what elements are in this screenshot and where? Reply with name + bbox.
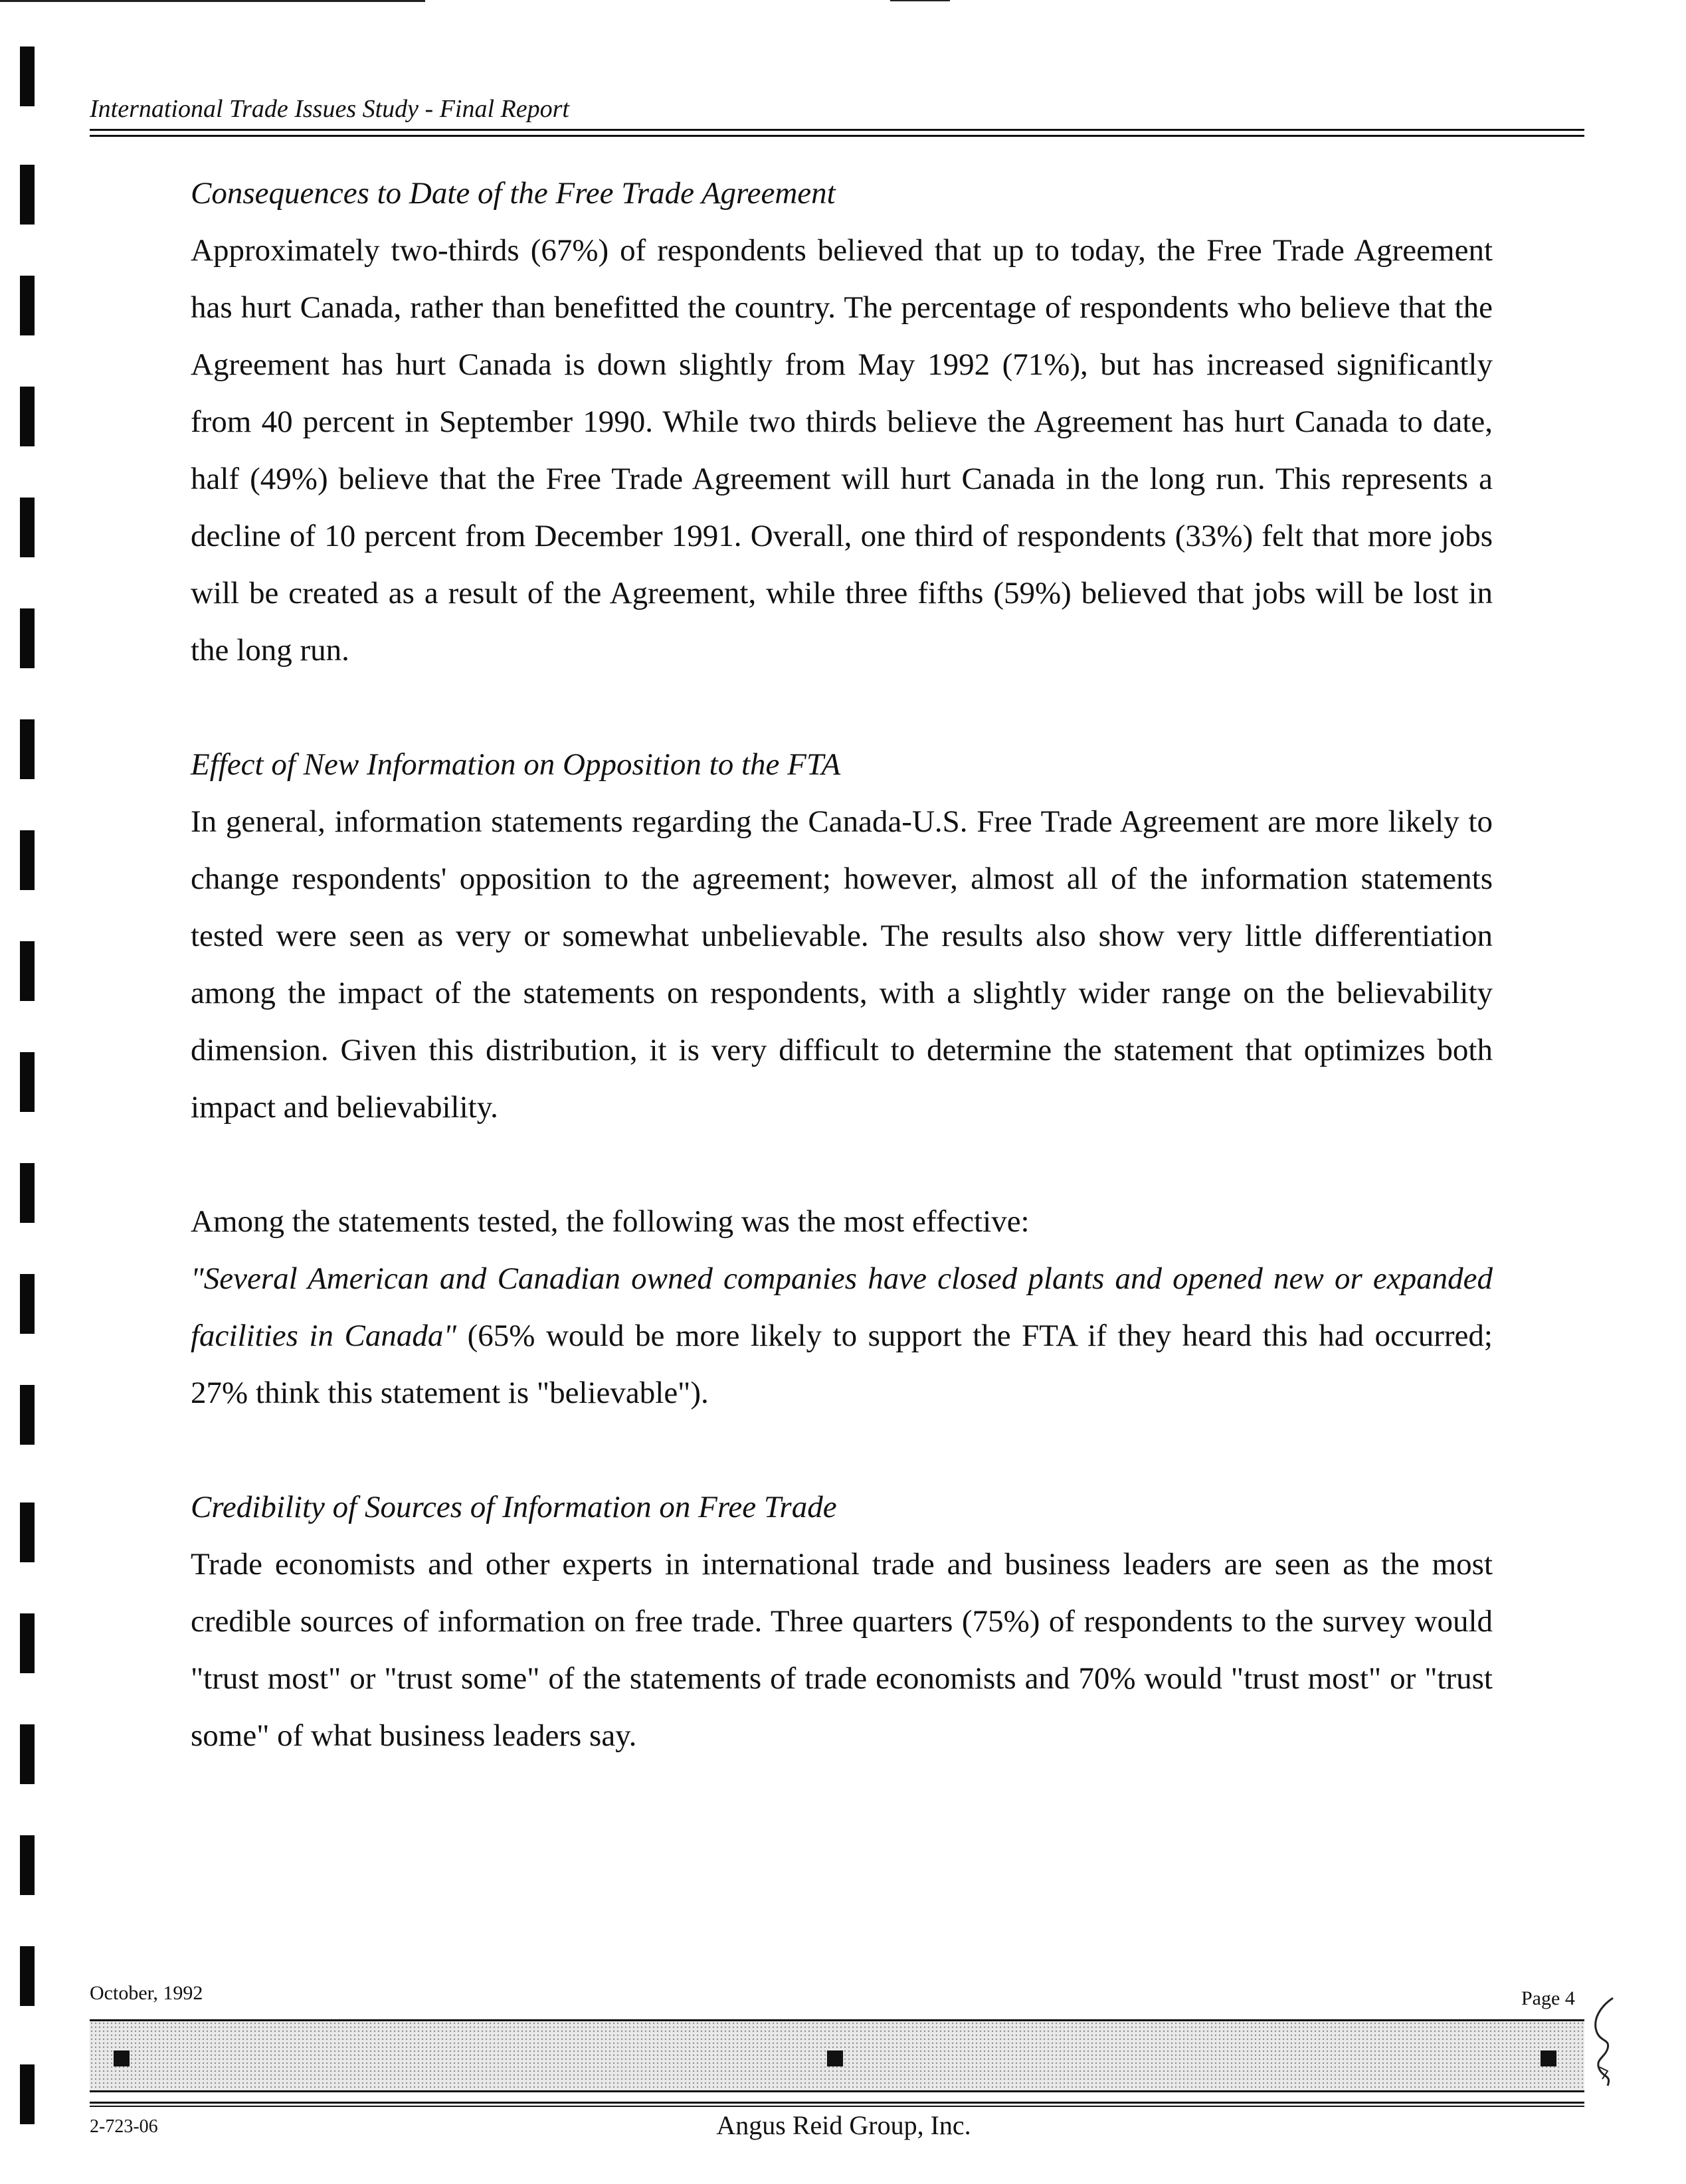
page-number: Page 4 [1521,1987,1575,2009]
binder-mark [20,1502,35,1562]
section-paragraph: In general, information statements regarding the Canada-U.S. Free Trade Agreement are more likely to change respondents' opposition to the agreement; however, almost all of the information statements tested were seen as very or somewhat unbelievable. The results also show very little differentiation among the impact of the statements on respondents, with a slightly wider range on the believability dimension. Given this distribution, it is very difficult to determine the statement that optimizes both impact and believability. [191,804,1493,1125]
binder-mark [20,1613,35,1673]
section-new-information [191,736,1493,1421]
footer-dotted-band [90,2019,1584,2092]
binder-mark [20,2064,35,2124]
footer-square-marker [1541,2050,1556,2066]
binder-mark [20,830,35,890]
section-consequences [191,165,1493,679]
most-effective-statement [191,1250,1493,1421]
binder-mark [20,276,35,335]
scan-edge-line [0,0,425,2]
binder-mark [20,46,35,106]
binder-mark [20,1163,35,1223]
statement-result: (65% would be more likely to support the FTA if they heard this had occurred; 27% think this statement is "believable"). [191,1319,1493,1410]
section-heading: Consequences to Date of the Free Trade Agreement [191,176,836,211]
section-heading: Credibility of Sources of Information on Free Trade [191,1490,837,1524]
paragraph-gap [191,679,1493,736]
binder-mark [20,1385,35,1445]
binder-mark [20,1274,35,1334]
binder-mark [20,1724,35,1784]
binder-mark [20,1052,35,1112]
statement-quote: "Several American and Canadian owned companies have closed plants and opened new or expanded facilities in Canada" [191,1261,1493,1353]
binder-mark [20,1946,35,2006]
report-title: International Trade Issues Study - Final Report [90,95,569,123]
scan-edge-line [890,0,950,1]
paragraph-gap [191,1421,1493,1479]
binder-mark [20,1835,35,1895]
binder-mark [20,387,35,446]
section-credibility [191,1479,1493,1764]
paragraph-gap [191,1136,1493,1193]
handwritten-mark-icon [1588,1993,1621,2092]
statement-intro: Among the statements tested, the following was the most effective: [191,1204,1030,1239]
running-header [90,93,1584,125]
footer-square-marker [114,2050,130,2066]
footer-square-marker [827,2050,843,2066]
section-paragraph: Approximately two-thirds (67%) of respondents believed that up to today, the Free Trade Agreement has hurt Canada, rather than benefitted the country. The percentage of respondents who believe that the Agreement has hurt Canada is down slightly from May 1992 (71%), but has increased significantly from 40 percent in September 1990. While two thirds believe the Agreement has hurt Canada to date, half (49%) believe that the Free Trade Agreement will hurt Canada in the long run. This represents a decline of 10 percent from December 1991. Overall, one third of respondents (33%) felt that more jobs will be created as a result of the Agreement, while three fifths (59%) believed that jobs will be lost in the long run. [191,233,1493,668]
company-name: Angus Reid Group, Inc. [716,2110,971,2140]
section-heading: Effect of New Information on Opposition to the FTA [191,747,841,782]
document-code: 2-723-06 [90,2116,158,2137]
binder-mark [20,719,35,779]
footer-rule [90,2102,1584,2107]
binder-mark [20,608,35,668]
binder-mark [20,941,35,1001]
report-body [191,165,1493,1764]
section-paragraph: Trade economists and other experts in international trade and business leaders are seen as the most credible sources of information on free trade. Three quarters (75%) of respondents to the survey would "trust most" or "trust some" of the statements of trade economists and 70% would "trust most" or "trust some" of what business leaders say. [191,1547,1493,1753]
header-rule [90,129,1584,137]
footer-date: October, 1992 [90,1982,203,2004]
binder-mark [20,498,35,557]
binder-mark [20,165,35,225]
